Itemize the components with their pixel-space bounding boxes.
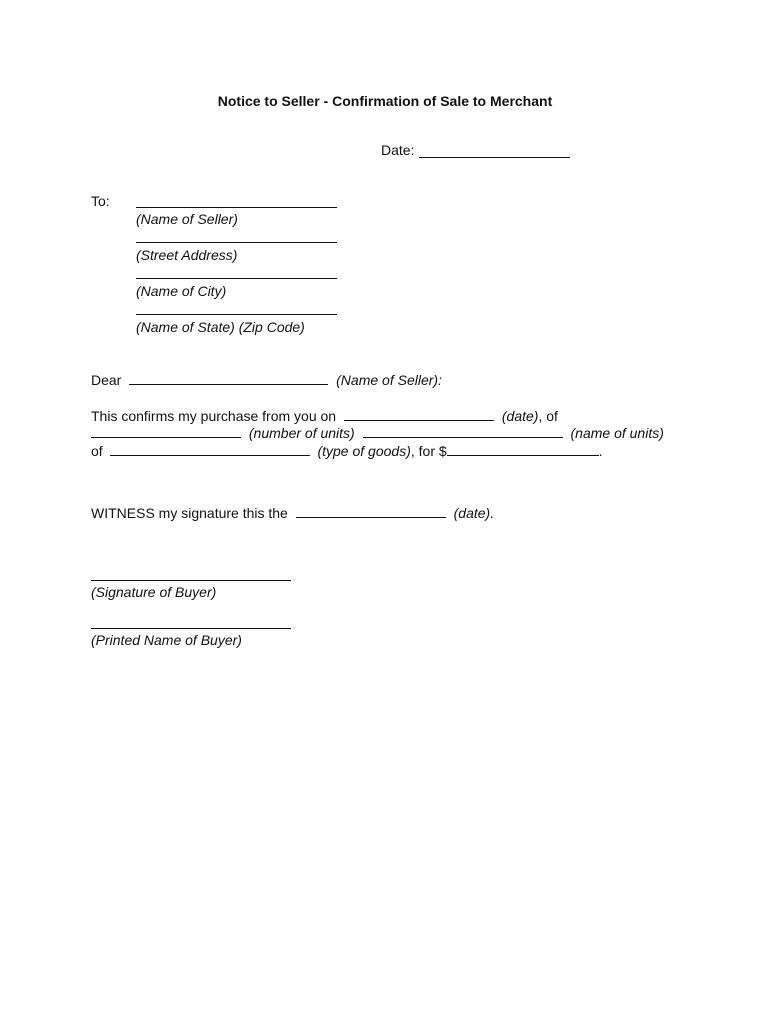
witness-date-blank-line[interactable] bbox=[296, 505, 446, 518]
city-caption: (Name of City) bbox=[136, 283, 227, 299]
goods-placeholder: (type of goods) bbox=[317, 443, 411, 459]
dear-text: Dear bbox=[91, 372, 122, 388]
state-zip-blank-line[interactable] bbox=[136, 314, 337, 315]
street-caption: (Street Address) bbox=[136, 247, 238, 263]
state-zip-caption: (Name of State) (Zip Code) bbox=[136, 319, 305, 335]
body-line-2 bbox=[91, 425, 664, 441]
name-units-placeholder: (name of units) bbox=[570, 425, 664, 441]
buyer-signature-caption: (Signature of Buyer) bbox=[91, 584, 217, 600]
buyer-signature-blank-line[interactable] bbox=[91, 580, 291, 581]
body-line-3 bbox=[91, 443, 603, 459]
seller-name-caption: (Name of Seller) bbox=[136, 211, 238, 227]
document-title: Notice to Seller - Confirmation of Sale to Merchant bbox=[217, 93, 553, 109]
buyer-printed-name-blank-line[interactable] bbox=[91, 628, 291, 629]
confirms-text: This confirms my purchase from you on bbox=[91, 408, 337, 424]
of-text: of bbox=[91, 443, 103, 459]
period-text: . bbox=[598, 443, 603, 459]
comma-of-text: , of bbox=[538, 408, 558, 424]
salutation-blank-line[interactable] bbox=[129, 372, 328, 385]
street-blank-line[interactable] bbox=[136, 242, 337, 243]
date-label: Date: bbox=[381, 142, 415, 158]
to-label: To: bbox=[91, 193, 110, 209]
witness-line bbox=[91, 505, 494, 521]
purchase-date-placeholder: (date) bbox=[501, 408, 539, 424]
purchase-date-blank-line[interactable] bbox=[344, 408, 494, 421]
name-units-blank-line[interactable] bbox=[363, 425, 563, 438]
number-units-placeholder: (number of units) bbox=[248, 425, 355, 441]
witness-text: WITNESS my signature this the bbox=[91, 505, 288, 521]
city-blank-line[interactable] bbox=[136, 278, 337, 279]
price-blank-line[interactable] bbox=[447, 443, 599, 456]
salutation-placeholder: (Name of Seller): bbox=[336, 372, 442, 388]
for-dollar-text: , for $ bbox=[410, 443, 447, 459]
date-blank-line[interactable] bbox=[419, 157, 570, 158]
goods-blank-line[interactable] bbox=[110, 443, 310, 456]
witness-date-placeholder: (date). bbox=[453, 505, 495, 521]
seller-name-blank-line[interactable] bbox=[136, 207, 337, 208]
body-line-1 bbox=[91, 408, 558, 424]
salutation bbox=[91, 372, 442, 388]
number-units-blank-line[interactable] bbox=[91, 425, 241, 438]
buyer-printed-name-caption: (Printed Name of Buyer) bbox=[91, 632, 242, 648]
